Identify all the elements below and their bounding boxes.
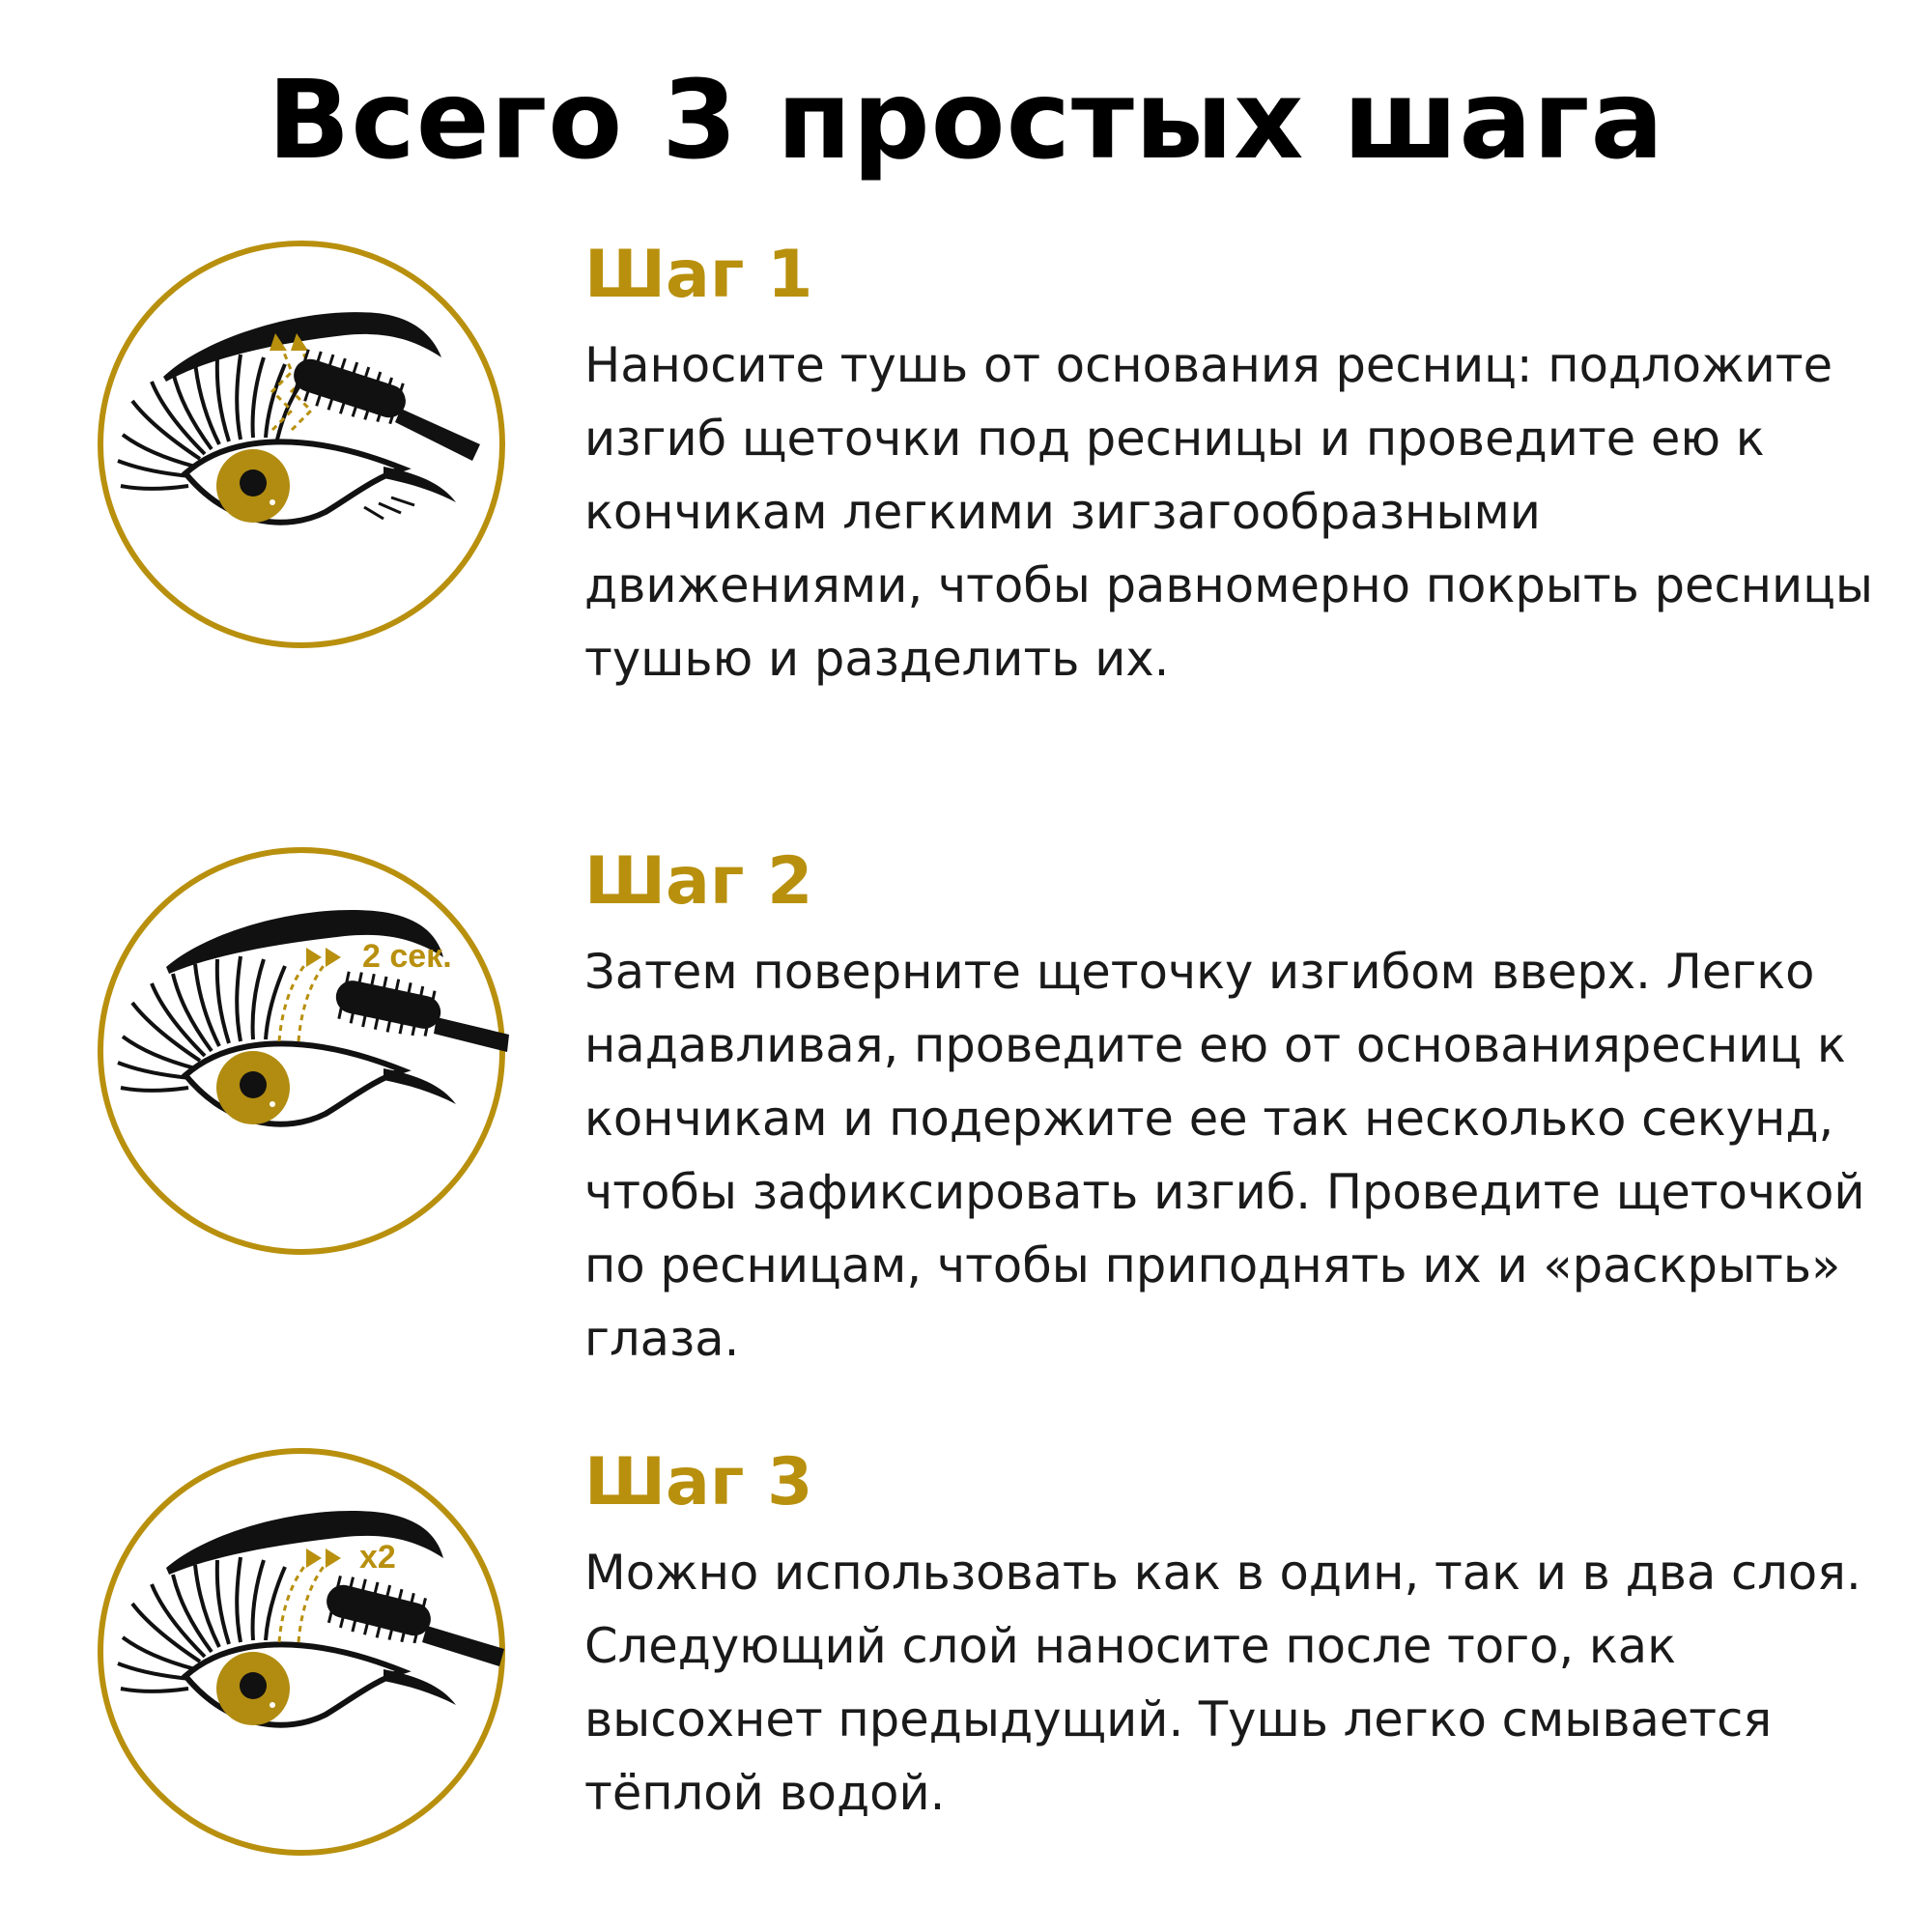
hold-duration-label: 2 сек. xyxy=(362,938,452,975)
page-title: Всего 3 простых шага xyxy=(267,58,1665,184)
eye-mascara-double-icon xyxy=(94,1444,509,1860)
step-3-text: Можно использовать как в один, так и в два слоя. Следующий слой наносите после того, как высохнет предыдущий. Тушь легко смывается тёплой водой. xyxy=(584,1545,1861,1821)
step-1-text: Наносите тушь от основания ресниц: подложите изгиб щеточки под ресницы и проведите ею к кончикам легкими зигзагообразными движениями, чтобы равномерно покрыть ресницы тушью и разделить их. xyxy=(584,337,1873,687)
eye-mascara-hold-icon xyxy=(94,843,509,1259)
step-1-heading: Шаг 1 xyxy=(584,237,813,313)
step-3-heading: Шаг 3 xyxy=(584,1444,813,1520)
eye-mascara-zigzag-icon xyxy=(94,237,509,652)
step-2-heading: Шаг 2 xyxy=(584,843,813,920)
double-layer-label: x2 xyxy=(359,1539,396,1576)
step-2-text: Затем поверните щеточку изгибом вверх. Легко надавливая, проведите ею от основанияресниц к кончикам и подержите ее так несколько секунд, чтобы зафиксировать изгиб. Проведите щеточкой по ресницам, чтобы приподнять их и «раскрыть» глаза. xyxy=(584,944,1865,1367)
